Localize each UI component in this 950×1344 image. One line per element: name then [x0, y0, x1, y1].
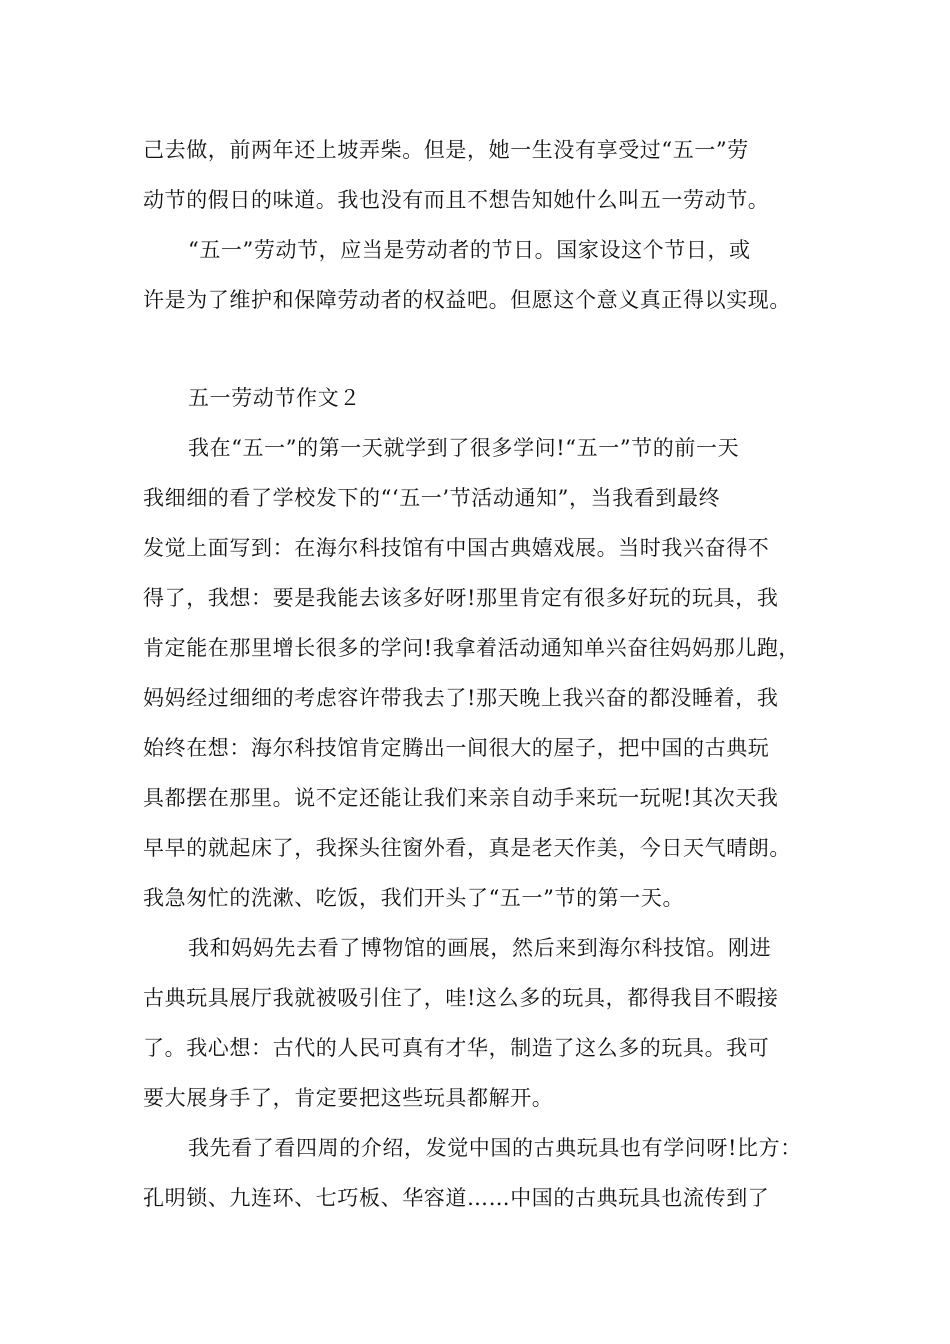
text-line: 己去做，前两年还上坡弄柴。但是，她一生没有享受过“五一”劳 — [143, 138, 749, 162]
text-line: 始终在想：海尔科技馆肯定腾出一间很大的屋子，把中国的古典玩 — [143, 736, 770, 760]
text-line: 我在“五一”的第一天就学到了很多学问!“五一”节的前一天 — [188, 436, 740, 460]
text-line: 我细细的看了学校发下的“‘五一’节活动通知”，当我看到最终 — [143, 486, 721, 510]
text-line: 妈妈经过细细的考虑容许带我去了!那天晚上我兴奋的都没睡着，我 — [143, 686, 779, 710]
text-line: 了。我心想：古代的人民可真有才华，制造了这么多的玩具。我可 — [143, 1036, 770, 1060]
text-line: 古典玩具展厅我就被吸引住了，哇!这么多的玩具，都得我目不暇接 — [143, 986, 779, 1010]
text-line: 早早的就起床了，我探头往窗外看，真是老天作美，今日天气晴朗。 — [143, 836, 791, 860]
text-line: 我急匆忙的洗漱、吃饭，我们开头了“五一”节的第一天。 — [143, 886, 685, 910]
section-heading: 五一劳动节作文２ — [188, 386, 361, 410]
text-line: 发觉上面写到：在海尔科技馆有中国古典嬉戏展。当时我兴奋得不 — [143, 536, 770, 560]
text-line: “五一”劳动节，应当是劳动者的节日。国家设这个节日，或 — [188, 238, 751, 262]
text-line: 孔明锁、九连环、七巧板、华容道……中国的古典玩具也流传到了 — [143, 1186, 770, 1210]
text-line: 我和妈妈先去看了博物馆的画展，然后来到海尔科技馆。刚进 — [188, 936, 772, 960]
text-line: 得了，我想：要是我能去该多好呀!那里肯定有很多好玩的玩具，我 — [143, 586, 779, 610]
text-line: 动节的假日的味道。我也没有而且不想告知她什么叫五一劳动节。 — [143, 188, 770, 212]
text-line: 我先看了看四周的介绍，发觉中国的古典玩具也有学问呀!比方： — [188, 1136, 802, 1160]
text-line: 肯定能在那里增长很多的学问!我拿着活动通知单兴奋往妈妈那儿跑， — [143, 636, 801, 660]
text-line: 要大展身手了，肯定要把这些玩具都解开。 — [143, 1086, 554, 1110]
text-line: 许是为了维护和保障劳动者的权益吧。但愿这个意义真正得以实现。 — [143, 288, 791, 312]
text-line: 具都摆在那里。说不定还能让我们来亲自动手来玩一玩呢!其次天我 — [143, 786, 779, 810]
